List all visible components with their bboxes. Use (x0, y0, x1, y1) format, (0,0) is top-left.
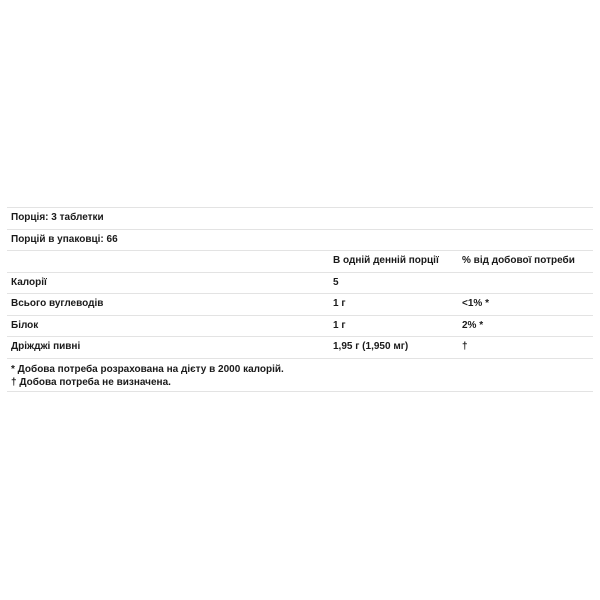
nutrient-amount: 1 г (333, 298, 346, 310)
nutrient-name: Дріжджі пивні (11, 341, 81, 353)
nutrient-daily-value: 2% * (462, 319, 484, 331)
nutrient-name: Всього вуглеводів (11, 298, 104, 310)
footnote-not-established: † Добова потреба не визначена. (11, 376, 171, 388)
table-header-row (7, 250, 593, 272)
header-daily-value: % від добової потреби (462, 255, 575, 267)
footnote-daily-value-basis: * Добова потреба розрахована на дієту в 2000 калорій. (11, 363, 284, 375)
table-row (7, 293, 593, 315)
servings-per-container: Порцій в упаковці: 66 (11, 233, 118, 245)
serving-size: Порція: 3 таблетки (11, 212, 104, 224)
nutrient-amount: 1 г (333, 319, 346, 331)
table-row (7, 272, 593, 294)
footnotes (7, 358, 593, 392)
nutrient-amount: 1,95 г (1,950 мг) (333, 341, 409, 353)
nutrient-name: Калорії (11, 276, 47, 288)
nutrient-amount: 5 (333, 276, 339, 288)
table-row (7, 336, 593, 358)
nutrient-daily-value: <1% * (462, 298, 489, 310)
nutrient-daily-value: † (462, 341, 468, 353)
header-amount-per-serving: В одній денній порції (333, 255, 439, 267)
nutrient-name: Білок (11, 319, 39, 331)
servings-per-container-row (7, 229, 593, 251)
serving-size-row (7, 207, 593, 229)
table-row (7, 315, 593, 337)
supplement-facts-table (7, 207, 593, 392)
